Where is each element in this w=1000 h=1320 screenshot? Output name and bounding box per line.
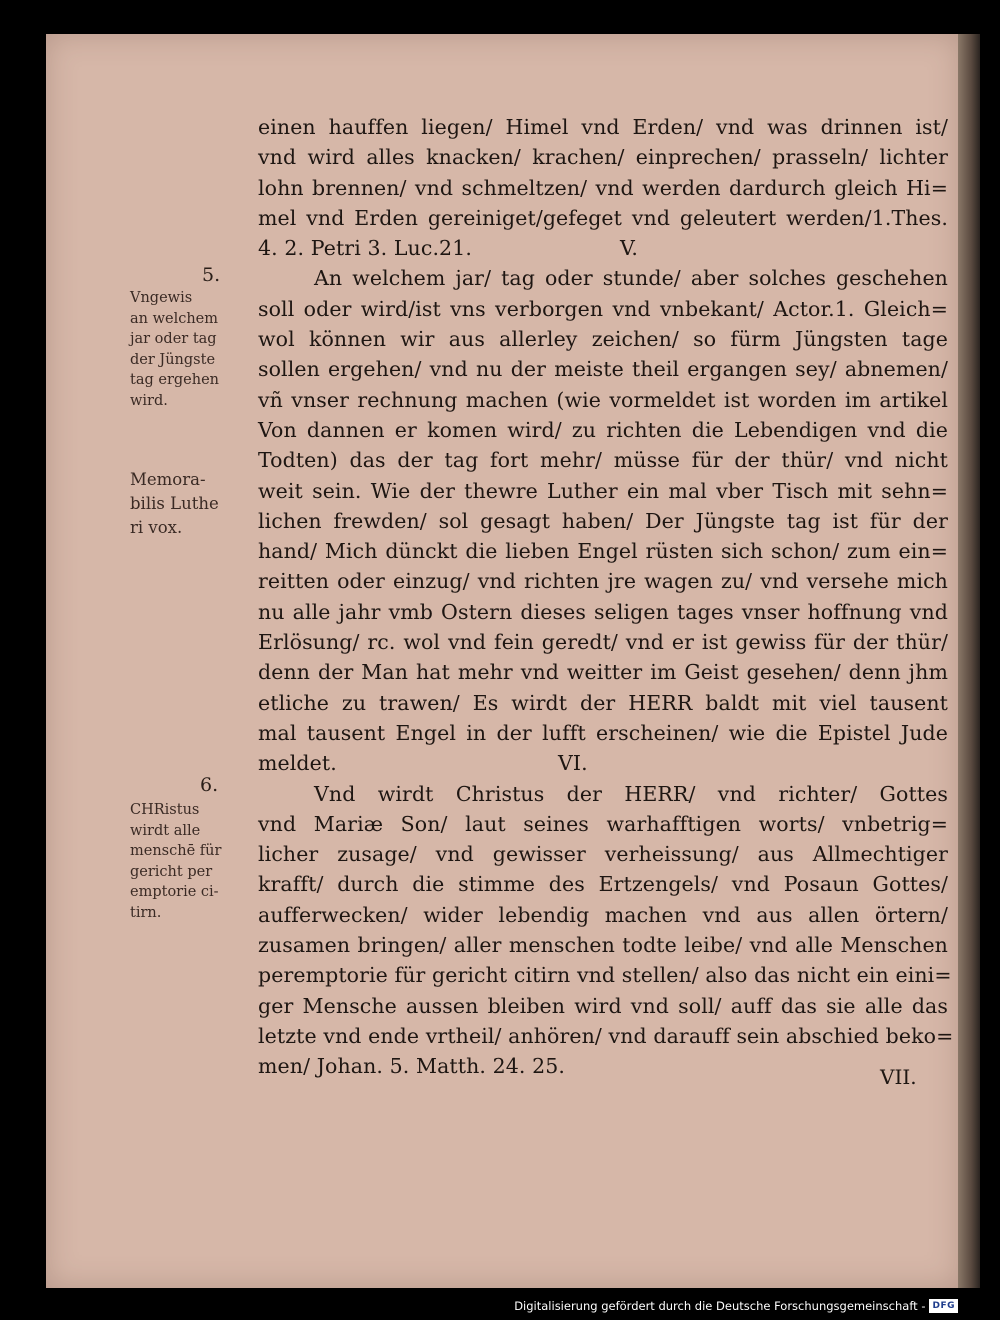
text-line-fragment: 4. 2. Petri 3. Luc.21. [258, 236, 472, 261]
margin-line: tag ergehen [130, 372, 219, 388]
margin-line: gericht per [130, 863, 213, 880]
text-line: peremptorie für gericht citirn vnd stellen/ also das nicht ein eini= [258, 963, 952, 988]
margin-line: wirdt alle [130, 822, 201, 839]
text-line: aufferwecken/ wider lebendig machen vnd aus allen örtern/ [258, 902, 948, 927]
margin-number: 5. [202, 264, 221, 286]
margin-number: 6. [200, 774, 219, 796]
text-line: lohn brennen/ vnd schmeltzen/ vnd werden dardurch gleich Hi= [258, 175, 948, 200]
credit-text: Digitalisierung gefördert durch die Deutsche Forschungsgemeinschaft - [514, 1299, 926, 1313]
text-line: zusamen bringen/ aller menschen todte leibe/ vnd alle Menschen [258, 933, 948, 958]
text-line: denn der Man hat mehr vnd weitter im Geist gesehen/ denn jhm [258, 660, 948, 685]
text-line: hand/ Mich dünckt die lieben Engel rüsten sich schon/ zum ein= [258, 539, 948, 564]
margin-line: wird. [130, 392, 168, 409]
margin-note-luther [130, 468, 260, 540]
text-line-fragment: meldet. [258, 751, 337, 776]
digitization-credit [514, 1296, 958, 1316]
margin-line: menschē für [130, 843, 222, 859]
text-line: vñ vnser rechnung machen (wie vormeldet ist worden im artikel [258, 387, 948, 412]
margin-line: an welchem [130, 310, 219, 327]
text-line [258, 748, 948, 778]
text-line: letzte vnd ende vrtheil/ anhören/ vnd darauff sein abschied beko= [258, 1023, 954, 1048]
text-line: Todten) das der tag fort mehr/ müsse für der thür/ vnd nicht [258, 448, 948, 473]
text-line: mel vnd Erden gereiniget/gefeget vnd geleutert werden/1.Thes. [258, 205, 948, 230]
page-edge [958, 34, 980, 1288]
text-line: Erlösung/ rc. wol vnd fein geredt/ vnd er ist gewiss für der thür/ [258, 630, 948, 655]
margin-line: jar oder tag [130, 331, 217, 347]
margin-line: emptorie ci- [130, 884, 219, 900]
text-line: Von dannen er komen wird/ zu richten die Lebendigen vnd die [258, 417, 948, 442]
text-line: wol können wir aus allerley zeichen/ so fürm Jüngsten tage [258, 327, 948, 352]
section-number: VI. [558, 751, 588, 776]
margin-note-uncertain-day [130, 262, 260, 411]
text-line: soll oder wird/ist vns verborgen vnd vnbekant/ Actor.1. Gleich= [258, 296, 948, 321]
text-line: weit sein. Wie der thewre Luther ein mal vber Tisch mit sehn= [258, 478, 948, 503]
dfg-logo: DFG [929, 1299, 958, 1313]
text-line: licher zusage/ vnd gewisser verheissung/ aus Allmechtiger [258, 842, 948, 867]
margin-line: ri vox. [130, 518, 183, 537]
text-line: men/ Johan. 5. Matth. 24. 25. [258, 1054, 566, 1079]
text-line: nu alle jahr vmb Ostern dieses seligen tages vnser hoffnung vnd [258, 599, 948, 624]
text-line: sollen ergehen/ vnd nu der meiste theil ergangen sey/ abnemen/ [258, 357, 948, 382]
catchword: VII. [880, 1065, 917, 1089]
text-line: An welchem jar/ tag oder stunde/ aber solches geschehen [314, 266, 948, 291]
main-text [258, 112, 954, 1082]
text-line: einen hauffen liegen/ Himel vnd Erden/ vnd was drinnen ist/ [258, 115, 948, 139]
text-line: vnd wird alles knacken/ krachen/ einprechen/ prasseln/ lichter [258, 145, 948, 170]
margin-line: Memora- [130, 470, 206, 489]
text-line: etliche zu trawen/ Es wirdt der HERR baldt mit viel tausent [258, 690, 948, 715]
text-line: ger Mensche aussen bleiben wird vnd soll/ auff das sie alle das [258, 993, 948, 1018]
text-line: mal tausent Engel in der lufft erscheinen/ wie die Epistel Jude [258, 720, 948, 745]
text-line: Vnd wirdt Christus der HERR/ vnd richter/ Gottes [314, 781, 948, 806]
margin-note-christ-summons [130, 770, 260, 923]
margin-line: bilis Luthe [130, 494, 219, 513]
margin-line: der Jüngste [130, 351, 216, 368]
text-line: reitten oder einzug/ vnd richten jre wagen zu/ vnd versehe mich [258, 569, 948, 594]
margin-line: Vngewis [130, 290, 193, 306]
text-line: krafft/ durch die stimme des Ertzengels/ vnd Posaun Gottes/ [258, 872, 948, 897]
text-line: lichen frewden/ sol gesagt haben/ Der Jüngste tag ist für der [258, 508, 948, 533]
section-number: V. [620, 236, 638, 261]
text-line: vnd Mariæ Son/ laut seines warhafftigen worts/ vnbetrig= [258, 811, 948, 836]
text-line [258, 233, 948, 263]
margin-line: CHRistus [130, 802, 200, 818]
margin-line: tirn. [130, 904, 162, 921]
